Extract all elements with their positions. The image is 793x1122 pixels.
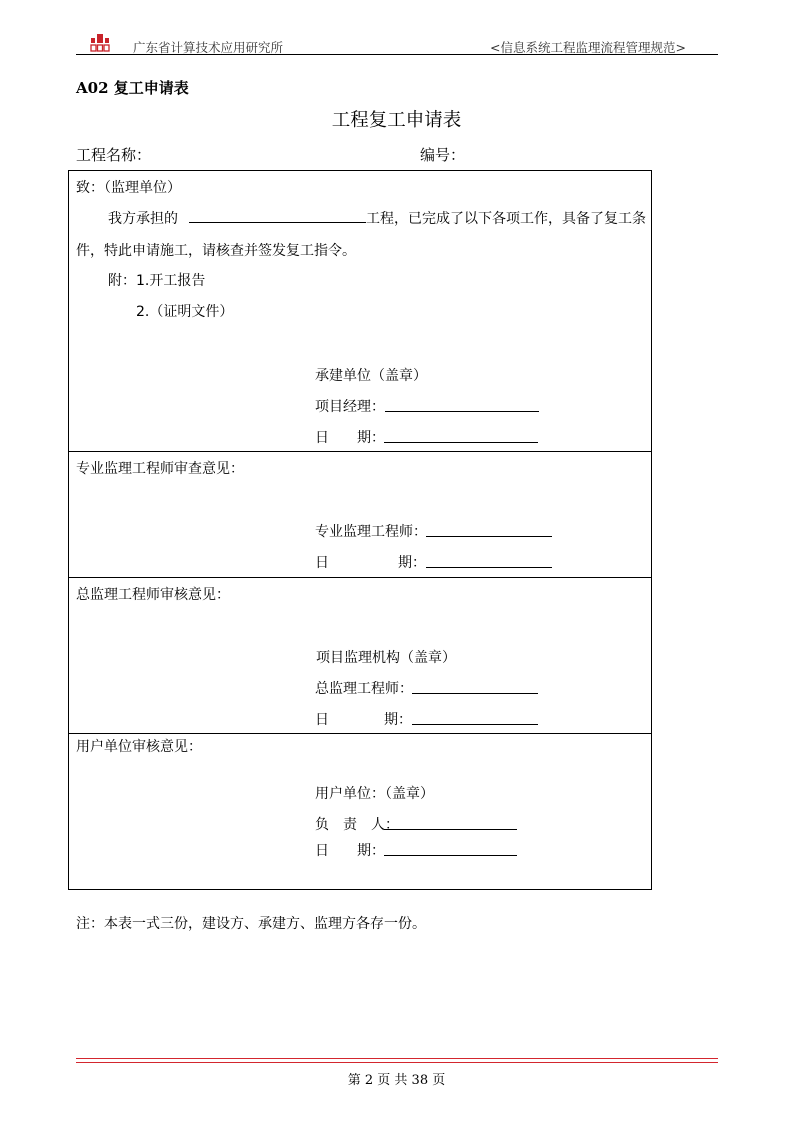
chief-signature-line[interactable] [412, 693, 538, 694]
page-number: 第 2 页 共 38 页 [347, 1073, 446, 1088]
date-label-a: 日 [315, 712, 329, 728]
specialist-engineer-label: 专业监理工程师： [315, 524, 427, 540]
doc-code: A02 复工申请表 [76, 79, 189, 97]
pm-label: 项目经理： [315, 399, 385, 415]
project-name-label: 工程名称： [76, 146, 152, 164]
date-line[interactable] [384, 855, 517, 856]
date-line[interactable] [426, 567, 552, 568]
project-blank[interactable] [189, 222, 366, 223]
attachment-2: 2.（证明文件） [136, 304, 234, 320]
request-text-start: 我方承担的 [108, 211, 178, 227]
footer-rule [76, 1058, 718, 1059]
date-label: 日 期： [315, 843, 385, 859]
date-line[interactable] [384, 442, 538, 443]
chief-engineer-label: 总监理工程师： [315, 681, 413, 697]
date-label: 日 期： [315, 430, 385, 446]
header-rule [76, 54, 718, 55]
date-label-b: 期： [398, 555, 426, 571]
row-divider [68, 733, 652, 734]
user-review-heading: 用户单位审核意见： [76, 739, 202, 755]
form-title: 工程复工申请表 [331, 110, 462, 131]
contractor-seal: 承建单位（盖章） [315, 368, 427, 384]
serial-label: 编号： [420, 146, 466, 164]
date-label-b: 期： [384, 712, 412, 728]
footnote: 注：本表一式三份，建设方、承建方、监理方各存一份。 [76, 916, 426, 932]
chief-review-heading: 总监理工程师审核意见： [76, 587, 230, 603]
gcc-logo-icon [90, 34, 110, 52]
supervision-org-seal: 项目监理机构（盖章） [316, 650, 456, 666]
footer-rule [76, 1062, 718, 1063]
request-text-mid: 工程，已完成了以下各项工作，具备了复工条 [366, 211, 646, 227]
date-label-a: 日 [315, 555, 329, 571]
specialist-signature-line[interactable] [426, 536, 552, 537]
date-line[interactable] [412, 724, 538, 725]
addressee: 致：（监理单位） [76, 180, 181, 196]
row-divider [68, 451, 652, 452]
specialist-review-heading: 专业监理工程师审查意见： [76, 461, 244, 477]
row-divider [68, 577, 652, 578]
request-text-end: 件，特此申请施工，请核查并签发复工指令。 [76, 243, 356, 259]
pm-signature-line[interactable] [385, 411, 539, 412]
header-doc-title: <信息系统工程监理流程管理规范> [490, 40, 686, 55]
person-signature-line[interactable] [384, 829, 517, 830]
person-in-charge-label: 负 责 人： [315, 817, 399, 833]
attachment-1: 附：1.开工报告 [108, 273, 206, 289]
header-org: 广东省计算技术应用研究所 [133, 40, 284, 55]
user-org-seal: 用户单位：（盖章） [315, 786, 434, 802]
